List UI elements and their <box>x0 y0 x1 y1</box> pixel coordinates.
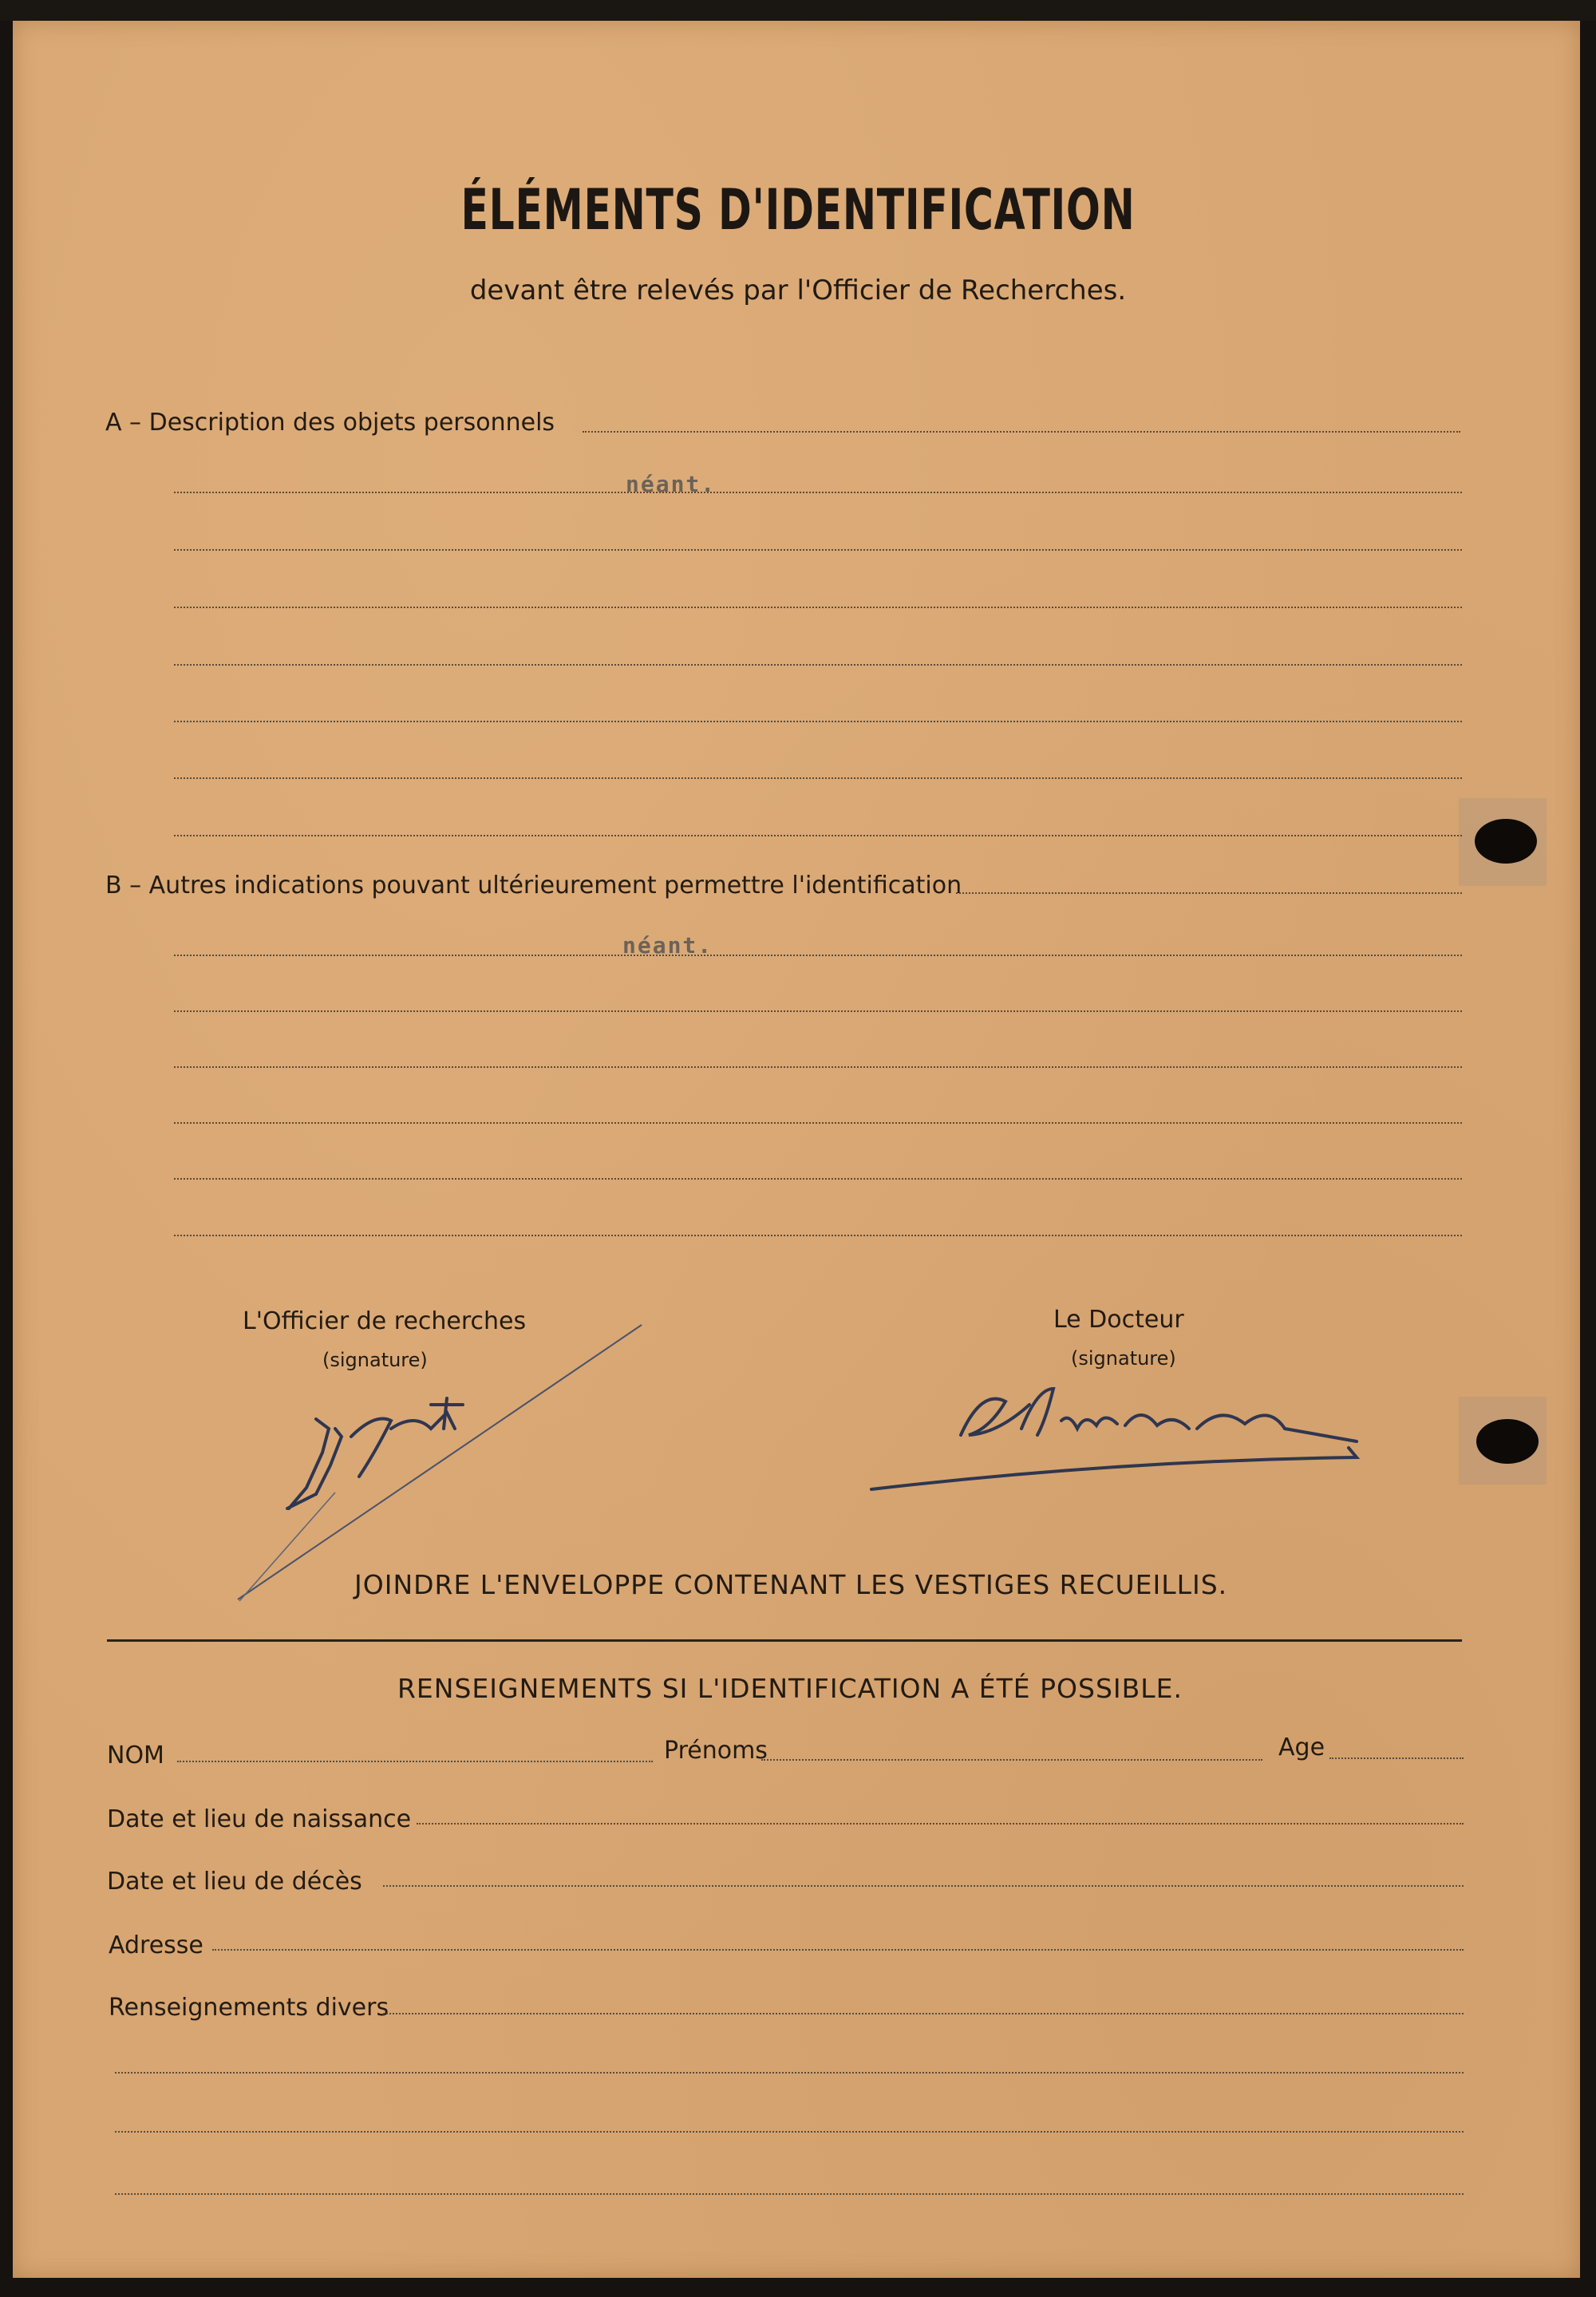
nom-label: NOM <box>107 1742 164 1769</box>
section-divider <box>107 1639 1462 1642</box>
naissance-field <box>417 1823 1464 1825</box>
section-b-label: B – Autres indications pouvant ultérieurement permettre l'identification <box>105 872 962 899</box>
section-a-typed-entry: néant. <box>626 471 717 497</box>
prenoms-field <box>761 1759 1262 1761</box>
divers-label: Renseignements divers <box>109 1994 389 2022</box>
doctor-label: Le Docteur <box>1053 1306 1184 1334</box>
deces-field <box>383 1885 1464 1887</box>
section-b-typed-entry: néant. <box>622 932 713 959</box>
nom-field <box>177 1761 653 1762</box>
officer-label: L'Officier de recherches <box>243 1307 527 1335</box>
doctor-signature <box>871 1389 1357 1489</box>
age-field <box>1329 1757 1464 1759</box>
doctor-signature-hint: (signature) <box>1071 1347 1176 1370</box>
renseignements-heading: RENSEIGNEMENTS SI L'IDENTIFICATION A ÉTÉ POSSIBLE. <box>397 1673 1183 1704</box>
divers-field <box>383 2013 1464 2014</box>
age-label: Age <box>1278 1734 1325 1761</box>
dotted-line <box>115 2072 1464 2074</box>
deces-label: Date et lieu de décès <box>107 1868 362 1896</box>
officer-signature <box>287 1398 463 1508</box>
dotted-line <box>115 2131 1464 2133</box>
officer-signature-stroke <box>238 1325 642 1599</box>
section-a-label: A – Description des objets personnels <box>105 409 555 437</box>
prenoms-label: Prénoms <box>664 1737 768 1765</box>
adresse-field <box>212 1949 1464 1951</box>
adresse-label: Adresse <box>109 1931 203 1959</box>
naissance-label: Date et lieu de naissance <box>107 1805 412 1833</box>
officer-signature-hint: (signature) <box>322 1349 428 1371</box>
dotted-line <box>115 2193 1464 2195</box>
form-title: ÉLÉMENTS D'IDENTIFICATION <box>460 177 1136 243</box>
envelope-instruction: JOINDRE L'ENVELOPPE CONTENANT LES VESTIGES RECUEILLIS. <box>354 1569 1228 1600</box>
form-subtitle: devant être relevés par l'Officier de Recherches. <box>469 275 1127 306</box>
